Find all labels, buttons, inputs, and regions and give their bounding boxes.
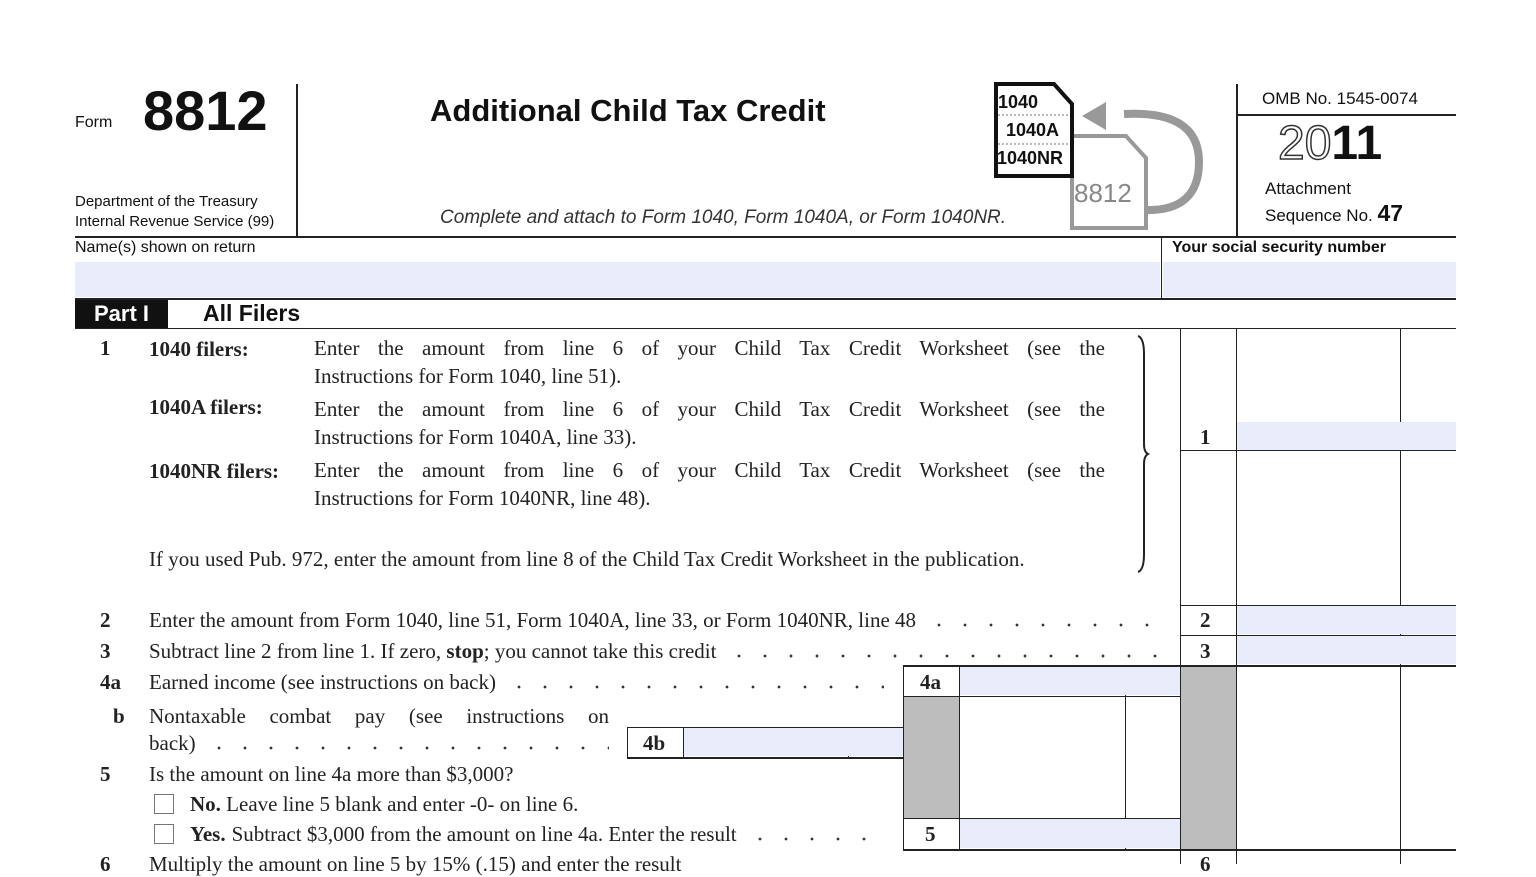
icon-label-1040a: 1040A: [1006, 120, 1060, 140]
line1-1040-label: 1040 filers:: [149, 337, 249, 361]
form-title: Additional Child Tax Credit: [430, 93, 826, 128]
line4a-text: [149, 670, 884, 695]
sequence: [1265, 200, 1403, 227]
names-label: Name(s) shown on return: [75, 239, 256, 256]
line3-input[interactable]: [1237, 636, 1456, 664]
yes-label: Yes.: [190, 822, 226, 846]
form-number: 8812: [143, 79, 268, 142]
line2-number: 2: [100, 608, 111, 632]
line4a-label: Earned income (see instructions on back): [149, 670, 496, 694]
line4b-number: b: [113, 704, 125, 728]
line6-box-label: 6: [1200, 852, 1211, 876]
line4a-input[interactable]: [960, 667, 1180, 695]
line4a-box-label: 4a: [920, 670, 941, 694]
line1-1040-text: Enter the amount from line 6 of your Child Tax Credit Worksheet (see the: [314, 336, 1105, 360]
line3-box-label: 3: [1200, 639, 1211, 663]
part-title: All Filers: [203, 300, 301, 326]
line2-input[interactable]: [1237, 606, 1456, 634]
attachment-label: Attachment: [1265, 179, 1351, 198]
shaded-area: [1181, 667, 1236, 850]
line1-1040a-text-2: Instructions for Form 1040A, line 33).: [314, 425, 637, 449]
yes-text: Subtract $3,000 from the amount on line 4a. Enter the result: [231, 822, 737, 846]
form-label: Form: [75, 114, 113, 131]
line4b-box-label: 4b: [643, 731, 666, 755]
omb-number: OMB No. 1545-0074: [1262, 89, 1418, 108]
line5-yes-option: [190, 822, 884, 847]
line5-no-option: [190, 792, 578, 817]
line3-text-a: Subtract line 2 from line 1. If zero,: [149, 639, 447, 663]
dot-leader: [206, 746, 609, 750]
ssn-input[interactable]: [1163, 262, 1456, 297]
line1-1040nr-text: Enter the amount from line 6 of your Child Tax Credit Worksheet (see the: [314, 458, 1105, 482]
line5-box-label: 5: [925, 822, 936, 846]
line4b-text-2: [149, 731, 609, 756]
line6-number: 6: [100, 852, 111, 876]
dot-leader: [926, 623, 1164, 627]
line1-pub972-text: If you used Pub. 972, enter the amount from line 8 of the Child Tax Credit Worksheet in the publication.: [149, 547, 1025, 571]
no-label: No.: [190, 792, 221, 816]
line3-stop: stop: [446, 639, 484, 663]
line3-number: 3: [100, 639, 111, 663]
line2-label: Enter the amount from Form 1040, line 51, Form 1040A, line 33, or Form 1040NR, line 48: [149, 608, 917, 632]
ssn-label: Your social security number: [1172, 239, 1386, 256]
tax-year: [1278, 116, 1382, 172]
line5-number: 5: [100, 762, 111, 786]
year-bold: 11: [1331, 117, 1383, 170]
icon-label-8812: 8812: [1074, 178, 1132, 208]
line3-text: [149, 639, 1164, 664]
year-light: 20: [1278, 117, 1332, 170]
line5-yes-checkbox[interactable]: [154, 824, 174, 844]
line4a-number: 4a: [100, 670, 121, 694]
line4b-label-2: back): [149, 731, 196, 755]
line5-no-checkbox[interactable]: [154, 794, 174, 814]
line5-text: Is the amount on line 4a more than $3,000?: [149, 762, 514, 786]
sequence-label: Sequence No.: [1265, 206, 1373, 225]
line6-text: Multiply the amount on line 5 by 15% (.15) and enter the result: [149, 852, 682, 876]
attach-form-icon: [994, 82, 1204, 232]
shaded-area: [904, 697, 959, 818]
dot-leader: [747, 837, 884, 841]
line3-text-c: ; you cannot take this credit: [483, 639, 717, 663]
line1-number: 1: [100, 336, 111, 360]
part-label: Part I: [75, 300, 168, 328]
names-input[interactable]: [75, 262, 1160, 297]
line1-1040a-label: 1040A filers:: [149, 395, 263, 419]
irs: Internal Revenue Service (99): [75, 213, 275, 230]
brace: [1132, 334, 1152, 574]
line1-1040nr-text-2: Instructions for Form 1040NR, line 48).: [314, 486, 651, 510]
line4b-input[interactable]: [684, 728, 903, 756]
line1-1040-text-2: Instructions for Form 1040, line 51).: [314, 364, 622, 388]
line2-text: [149, 608, 1164, 633]
line1-1040nr-label: 1040NR filers:: [149, 459, 280, 483]
line4b-text: Nontaxable combat pay (see instructions on: [149, 704, 609, 728]
department: Department of the Treasury: [75, 193, 258, 210]
no-text: Leave line 5 blank and enter -0- on line 6.: [226, 792, 579, 816]
line2-box-label: 2: [1200, 608, 1211, 632]
line5-input[interactable]: [960, 819, 1180, 848]
sequence-number: 47: [1377, 200, 1404, 226]
form-subtitle: Complete and attach to Form 1040, Form 1040A, or Form 1040NR.: [440, 207, 1007, 228]
line1-input[interactable]: [1237, 422, 1456, 450]
icon-label-1040: 1040: [998, 92, 1039, 112]
dot-leader: [726, 654, 1164, 658]
line1-box-label: 1: [1200, 425, 1211, 449]
icon-label-1040nr: 1040NR: [997, 148, 1064, 168]
line1-1040a-text: Enter the amount from line 6 of your Child Tax Credit Worksheet (see the: [314, 397, 1105, 421]
dot-leader: [506, 685, 884, 689]
